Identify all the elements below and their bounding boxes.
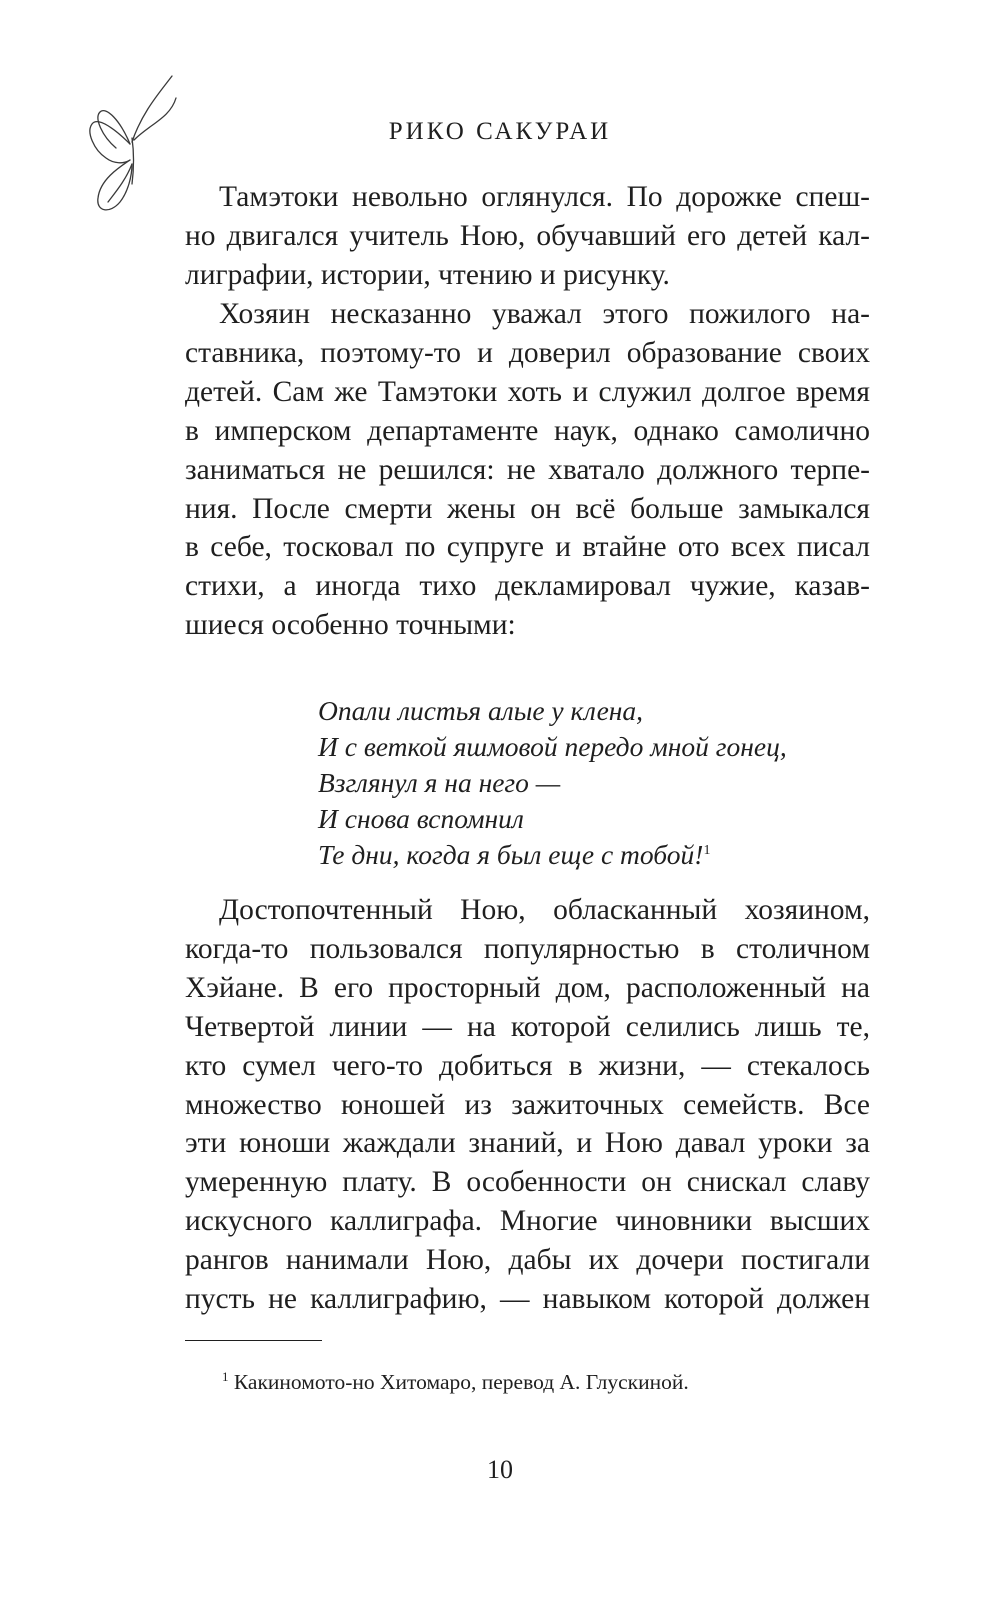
text-line: Тамэтоки невольно оглянулся. По дорожке спеш- [219, 181, 870, 213]
poem-line: Опали листья алые у клена, [318, 695, 644, 726]
text-line: ставника, поэтому-то и доверил образование своих [185, 336, 870, 369]
footnote-divider [185, 1340, 322, 1341]
footnote [222, 1370, 689, 1395]
poem-line-last [318, 837, 787, 873]
poem-line-text: Те дни, когда я был еще с тобой! [318, 839, 704, 870]
text-line: множество юношей из зажиточных семейств. Все [185, 1088, 870, 1121]
text-line: эти юноши жаждали знаний, и Ною давал уроки за [185, 1127, 870, 1160]
text-line: но двигался учитель Ною, обучавший его детей кал- [185, 219, 870, 252]
text-line: Хозяин несказанно уважал этого пожилого на- [219, 298, 870, 330]
text-line: в себе, тосковал по супруге и втайне ото всех писал [185, 531, 870, 564]
text-line: кто сумел чего-то добиться в жизни, — стекалось [185, 1049, 870, 1082]
footnote-text: Какиномото-но Хитомаро, перевод А. Глускиной. [233, 1370, 689, 1394]
paragraph-1 [185, 178, 870, 295]
poem [318, 693, 787, 873]
text-line: шиеся особенно точными: [185, 609, 516, 642]
paragraph-2 [185, 295, 870, 645]
poem-line: И с веткой яшмовой передо мной гонец, [318, 731, 787, 762]
text-line: заниматься не решился: не хватало должного терпе- [185, 453, 870, 486]
footnote-reference[interactable]: 1 [703, 842, 711, 858]
page-number: 10 [487, 1455, 513, 1484]
text-line: рангов нанимали Ною, дабы их дочери постигали [185, 1244, 870, 1277]
text-line: когда-то пользовался популярностью в столичном [185, 932, 870, 965]
text-line: лиграфии, истории, чтению и рисунку. [185, 258, 670, 291]
text-line: пусть не каллиграфию, — навыком которой должен [185, 1283, 870, 1316]
text-line: Достопочтенный Ною, обласканный хозяином, [219, 894, 870, 926]
text-line: стихи, а иногда тихо декламировал чужие, казав- [185, 570, 870, 603]
butterfly-logo-icon [80, 72, 200, 222]
footnote-mark: 1 [222, 1368, 229, 1384]
text-line: детей. Сам же Тамэтоки хоть и служил долгое время [185, 375, 870, 408]
text-line: в имперском департаменте наук, однако самолично [185, 414, 870, 447]
poem-line: Взглянул я на него — [318, 767, 561, 798]
text-line: ния. После смерти жены он всё больше замыкался [185, 492, 870, 525]
text-line: умеренную плату. В особенности он снискал славу [185, 1166, 870, 1199]
text-line: Хэйане. В его просторный дом, расположенный на [185, 971, 870, 1004]
paragraph-3 [185, 891, 870, 1319]
poem-line: И снова вспомнил [318, 803, 524, 834]
running-head: РИКО САКУРАИ [388, 118, 612, 145]
text-line: Четвертой линии — на которой селились лишь те, [185, 1010, 870, 1043]
text-line: искусного каллиграфа. Многие чиновники высших [185, 1205, 870, 1238]
